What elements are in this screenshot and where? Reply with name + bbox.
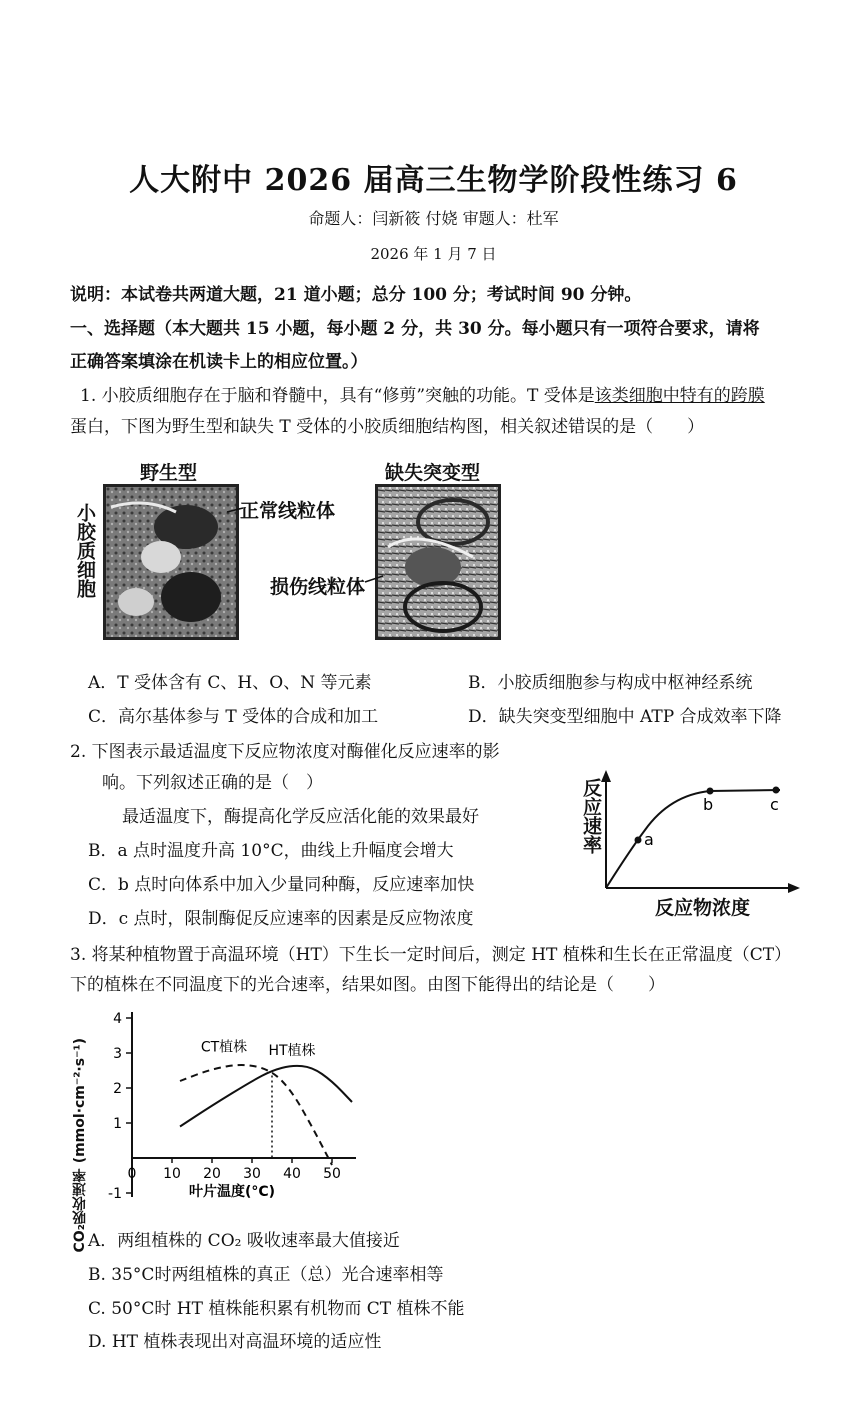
authors: 命题人：闫新筱 付娆 审题人：杜军 <box>308 209 559 228</box>
q1-stem-line1 <box>80 381 765 406</box>
q3-y-label: CO₂吸收速率 (mmol·cm⁻²·s⁻¹) <box>72 1038 88 1253</box>
q2-point-b <box>707 788 714 795</box>
q3-y-tick-label: 2 <box>113 1081 122 1097</box>
page-title: 人大附中 2026 届高三生物学阶段性练习 6 <box>129 163 738 198</box>
q3-series-label-ht: HT植株 <box>268 1042 316 1059</box>
q2-option-a: 最适温度下，酶提高化学反应活化能的效果最好 <box>122 807 479 827</box>
q1-option-c: C．高尔基体参与 T 受体的合成和加工 <box>88 707 379 727</box>
q3-option-d: D. HT 植株表现出对高温环境的适应性 <box>88 1332 382 1352</box>
q1-option-d: D．缺失突变型细胞中 ATP 合成效率下降 <box>468 707 782 727</box>
q3-y-tick-label: 1 <box>113 1116 122 1132</box>
q3-option-a: A．两组植株的 CO₂ 吸收速率最大值接近 <box>88 1231 400 1251</box>
section1-heading-line1: 一、选择题（本大题共 15 小题，每小题 2 分，共 30 分。每小题只有一项符合要求，请将 <box>70 319 760 339</box>
q2-y-label: 反应速率 <box>580 778 602 854</box>
q2-point-c <box>773 787 780 794</box>
q3-series-ht <box>180 1066 352 1127</box>
q3-stem-line1: 3. 将某种植物置于高温环境（HT）下生长一定时间后，测定 HT 植株和生长在正常温度（CT） <box>70 945 792 965</box>
q3-stem-line2: 下的植株在不同温度下的光合速率，结果如图。由图下能得出的结论是（ ） <box>70 975 665 995</box>
q2-option-b: B．a 点时温度升高 10°C，曲线上升幅度会增大 <box>88 841 454 861</box>
q3-x-tick-label: 50 <box>323 1166 341 1182</box>
q3-x-tick-label: 10 <box>163 1166 181 1182</box>
q3-option-c: C. 50°C时 HT 植株能积累有机物而 CT 植株不能 <box>88 1299 465 1319</box>
q1-option-b: B．小胶质细胞参与构成中枢神经系统 <box>468 673 753 693</box>
q3-x-label: 叶片温度(°C) <box>188 1184 276 1200</box>
q1-stem-line2: 蛋白，下图为野生型和缺失 T 受体的小胶质细胞结构图，相关叙述错误的是（ ） <box>70 417 705 437</box>
mutant-micrograph <box>375 484 501 640</box>
q2-x-arrow <box>788 883 800 893</box>
exam-date: 2026 年 1 月 7 日 <box>370 245 497 263</box>
label-mutant: 缺失突变型 <box>385 462 481 484</box>
q3-y-tick-label: 4 <box>113 1011 122 1027</box>
q3-x-tick-label: 40 <box>283 1166 301 1182</box>
q2-curve <box>606 790 780 888</box>
q2-label-b: b <box>703 795 714 814</box>
q2-point-a <box>635 837 642 844</box>
q3-series-label-ct: CT植株 <box>200 1039 248 1056</box>
label-normal-mitochondria: 正常线粒体 <box>240 500 336 522</box>
q2-option-c: C．b 点时向体系中加入少量同种酶，反应速率加快 <box>88 875 475 895</box>
label-wild-type: 野生型 <box>140 462 198 484</box>
wild-type-micrograph <box>103 484 239 640</box>
q3-photosynthesis-chart <box>60 1000 380 1210</box>
q2-stem-line1: 2. 下图表示最适温度下反应物浓度对酶催化反应速率的影 <box>70 742 500 762</box>
q3-x-tick-label: 0 <box>127 1166 137 1182</box>
q3-y-tick-label: -1 <box>108 1186 122 1202</box>
q2-label-a: a <box>644 830 654 849</box>
q3-x-tick-label: 30 <box>243 1166 261 1182</box>
instructions: 说明：本试卷共两道大题，21 道小题；总分 100 分；考试时间 90 分钟。 <box>70 285 642 305</box>
q1-option-a: A．T 受体含有 C、H、O、N 等元素 <box>88 673 372 693</box>
section1-heading-line2: 正确答案填涂在机读卡上的相应位置。） <box>70 352 368 372</box>
label-damaged-mitochondria: 损伤线粒体 <box>270 576 366 598</box>
q3-x-tick-label: 20 <box>203 1166 221 1182</box>
q1-stem-line1-b: 该类细胞中特有的跨膜 <box>594 386 765 406</box>
q2-x-label: 反应物浓度 <box>655 897 751 919</box>
q2-option-d: D．c 点时，限制酶促反应速率的因素是反应物浓度 <box>88 909 474 929</box>
label-microglia: 小胶质细胞 <box>74 503 96 598</box>
q2-label-c: c <box>770 795 779 814</box>
q3-y-tick-label: 3 <box>113 1046 122 1062</box>
q1-stem-line1-a: 1. 小胶质细胞存在于脑和脊髓中，具有“修剪”突触的功能。T 受体是 <box>80 386 595 406</box>
q2-stem-line2: 响。下列叙述正确的是（ ） <box>102 773 323 793</box>
q3-option-b: B. 35°C时两组植株的真正（总）光合速率相等 <box>88 1265 444 1285</box>
